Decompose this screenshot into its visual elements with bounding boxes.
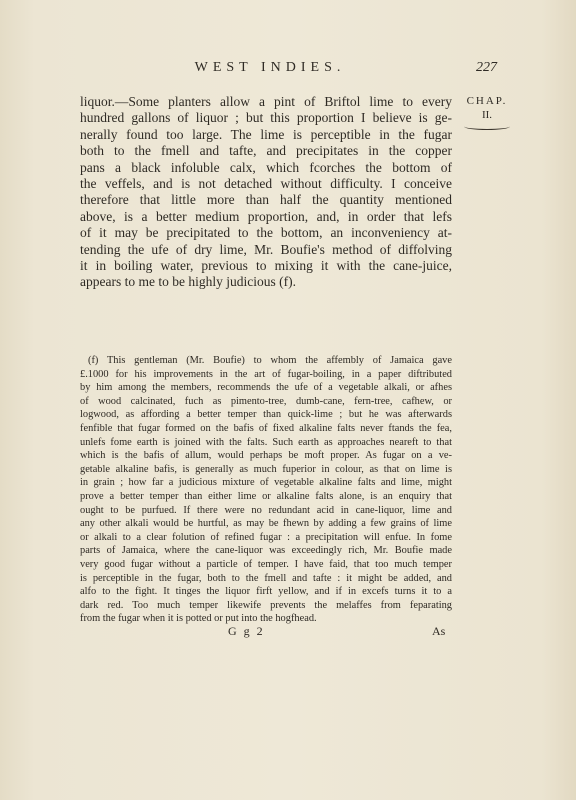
main-text-line: the veffels, and is not detached without difficulty. I conceive [80,176,452,192]
marginal-chapter-number: II. [481,109,493,121]
marginal-ornament [464,123,510,130]
main-text-line: appears to me to be highly judicious (f). [80,274,296,290]
footnote-line: in grain ; how far a judicious mixture of vegetable alkaline falts and lime, might [80,477,452,489]
main-text-line: liquor.—Some planters allow a pint of Briftol lime to every [80,94,452,109]
footnote-line: unlefs fome earth is joined with the falts. Such earth as approaches neareft to that [80,436,452,448]
footnote-line: any other alkali would be hurtful, as may be fhewn by adding a few grains of lime [80,518,452,530]
footnote-line: getable alkaline bafis, is generally as much fuperior in colour, as that on lime is [80,463,452,475]
signature-mark: G g 2 [228,624,265,638]
footnote-line: £.1000 for his improvements in the art of fugar-boiling, in a paper diftributed [80,368,452,380]
marginal-chapter-label: CHAP. [466,95,508,107]
main-text-line: therefore that little more than half the quantity mentioned [80,192,452,208]
footnote-line: fenfible that fugar formed on the bafis of fixed alkaline falts never ftands the fea, [80,422,452,434]
footnote-line: alfo to the fight. It tinges the liquor firft yellow, and if in excefs turns it to a [80,586,452,598]
main-text [80,94,452,291]
main-text-line: nerally found too large. The lime is perceptible in the fugar [80,126,452,142]
main-text-line: both to the fmell and tafte, and precipitates in the copper [80,143,452,159]
footnote-line: prove a better temper than either lime or alkaline falts alone, is an enquiry that [80,490,452,502]
footnote-line: or alkali to a clear folution of refined fugar : a precipitation will enfue. In fome [80,531,452,543]
main-text-line: it in boiling water, previous to mixing it with the cane-juice, [80,258,452,274]
page-number: 227 [476,60,497,75]
footnote-line: parts of Jamaica, where the cane-liquor was exceedingly rich, Mr. Boufie made [80,545,452,557]
footnote-line: from the fugar when it is potted or put into the hogfhead. [80,613,317,625]
footnote-line: which is the bafis of allum, would perhaps be moft proper. As fugar on a ve- [80,450,452,462]
catchword: As [432,624,446,638]
footnote [80,354,452,626]
footnote-line: is perceptible in the fugar, both to the fmell and tafte : it might be added, and [80,572,452,584]
main-text-line: hundred gallons of liquor ; but this proportion I believe is ge- [80,110,452,126]
main-text-line: above, is a better medium proportion, and, in order that lefs [80,208,452,224]
running-title: WEST INDIES. [194,60,346,75]
main-text-line: of it may be precipitated to the bottom, an inconveniency at- [80,225,452,241]
running-head [0,60,576,80]
footnote-line: very good fugar without a particle of temper. I have faid, that too much temper [80,558,452,570]
footnote-line: of wood calcinated, fuch as pimento-tree, dumb-cane, fern-tree, cafhew, or [80,395,452,407]
footnote-line: logwood, as affording a better temper than quick-lime ; but he was afterwards [80,409,452,421]
marginal-chapter-note [452,95,522,130]
footnote-line: (f) This gentleman (Mr. Boufie) to whom the affembly of Jamaica gave [88,355,452,366]
footnote-line: dark red. Too much temper likewife prevents the melaffes from feparating [80,599,452,611]
footnote-line: ought to be purfued. If there were no redundant acid in cane-liquor, lime and [80,504,452,516]
main-text-line: pans a black infoluble calx, which fcorches the bottom of [80,159,452,175]
main-text-line: tending the ufe of dry lime, Mr. Boufie's method of diffolving [80,241,452,257]
footnote-line: by him among the members, recommends the ufe of a vegetable alkali, or afhes [80,382,452,394]
